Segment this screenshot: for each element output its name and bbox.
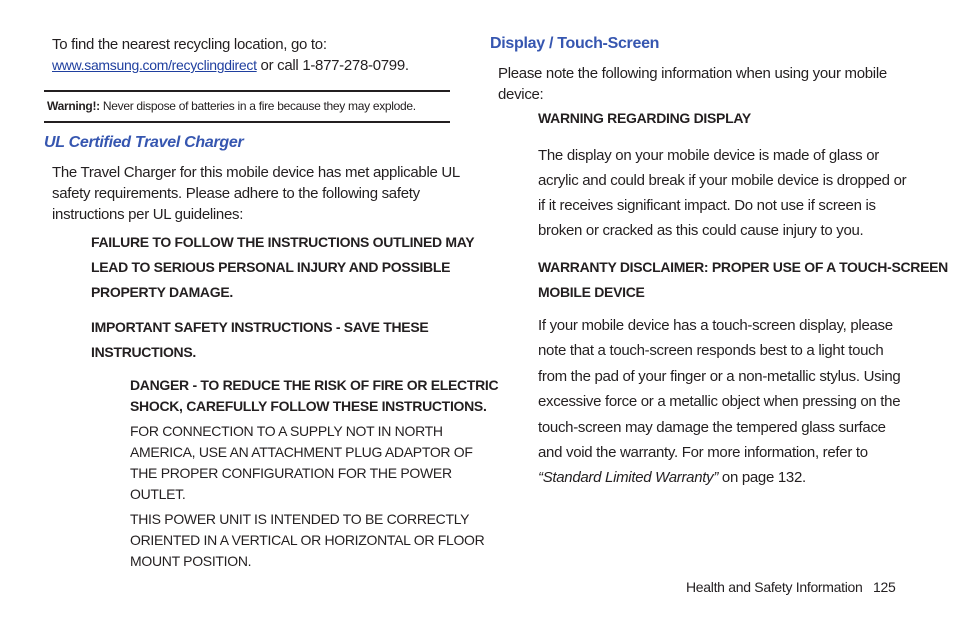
danger-warning (130, 375, 498, 417)
display-touchscreen-heading: Display / Touch-Screen (490, 35, 660, 52)
body-line: If your mobile device has a touch-screen display, please (538, 317, 893, 334)
caps-line: INSTRUCTIONS. (91, 344, 196, 360)
body-line: and void the warranty. For more information, refer to (538, 444, 868, 462)
warning-box (47, 99, 416, 113)
warranty-reference-line (538, 465, 900, 490)
caps-line: PROPERTY DAMAGE. (91, 284, 233, 300)
warranty-body (538, 313, 900, 491)
page-number: 125 (873, 579, 896, 595)
caps-line: OUTLET. (130, 486, 186, 502)
warranty-reference-page: on page 132. (718, 469, 806, 487)
recycling-call-text: or call 1-877-278-0799. (256, 57, 409, 74)
body-line: excessive force or a metallic object when pressing on the (538, 393, 901, 411)
warning-display-heading: WARNING REGARDING DISPLAY (538, 110, 751, 126)
caps-line: THIS POWER UNIT IS INTENDED TO BE CORRECTLY (130, 511, 470, 527)
caps-line: MOUNT POSITION. (130, 553, 252, 569)
warning-text: Never dispose of batteries in a fire because they may explode. (99, 99, 416, 113)
body-line: broken or cracked as this could cause injury to you. (538, 222, 864, 239)
recycling-link[interactable]: www.samsung.com/recyclingdirect (52, 57, 257, 73)
recycling-intro-line: To find the nearest recycling location, go to: (52, 36, 327, 53)
caps-line: LEAD TO SERIOUS PERSONAL INJURY AND POSSIBLE (91, 259, 451, 275)
display-intro (498, 63, 887, 105)
body-line: note that a touch-screen responds best to a light touch (538, 342, 884, 360)
body-line: safety requirements. Please adhere to the following safety (52, 185, 420, 202)
warning-top-rule (44, 90, 450, 92)
important-safety (91, 315, 428, 365)
body-line: The Travel Charger for this mobile device has met applicable UL (52, 164, 460, 181)
body-line: device: (498, 86, 544, 103)
body-line: Please note the following information when using your mobile (498, 65, 887, 82)
warning-bottom-rule (44, 121, 450, 123)
warning-display-body (538, 143, 906, 243)
body-line: if it receives significant impact. Do not use if screen is (538, 197, 876, 214)
failure-warning (91, 230, 474, 305)
caps-line: WARRANTY DISCLAIMER: PROPER USE OF A TOUCH-SCREEN (538, 259, 948, 275)
ul-charger-body (52, 162, 460, 225)
caps-line: IMPORTANT SAFETY INSTRUCTIONS - SAVE THESE (91, 319, 429, 335)
body-line: touch-screen may damage the tempered glass surface (538, 418, 886, 436)
caps-line: AMERICA, USE AN ATTACHMENT PLUG ADAPTOR OF (130, 444, 473, 460)
caps-line: THE PROPER CONFIGURATION FOR THE POWER (130, 465, 452, 481)
recycling-link-line (52, 55, 409, 76)
footer-section-title: Health and Safety Information (686, 579, 863, 595)
caps-line: MOBILE DEVICE (538, 284, 645, 300)
connection-instruction (130, 421, 473, 505)
body-line: from the pad of your finger or a non-metallic stylus. Using (538, 367, 901, 385)
warranty-reference-link[interactable]: “Standard Limited Warranty” (538, 469, 719, 487)
ul-charger-heading: UL Certified Travel Charger (44, 134, 244, 151)
power-unit-instruction (130, 509, 484, 572)
warranty-heading (538, 255, 948, 305)
body-line: acrylic and could break if your mobile device is dropped or (538, 172, 907, 189)
caps-line: FAILURE TO FOLLOW THE INSTRUCTIONS OUTLINED MAY (91, 234, 475, 250)
caps-line: FOR CONNECTION TO A SUPPLY NOT IN NORTH (130, 423, 443, 439)
recycling-intro (52, 34, 409, 76)
caps-line: SHOCK, CAREFULLY FOLLOW THESE INSTRUCTIONS. (130, 398, 487, 414)
body-line: The display on your mobile device is made of glass or (538, 147, 879, 164)
body-line: instructions per UL guidelines: (52, 206, 244, 223)
warning-label: Warning!: (47, 99, 100, 113)
caps-line: DANGER - TO REDUCE THE RISK OF FIRE OR ELECTRIC (130, 377, 499, 393)
caps-line: ORIENTED IN A VERTICAL OR HORIZONTAL OR FLOOR (130, 532, 485, 548)
